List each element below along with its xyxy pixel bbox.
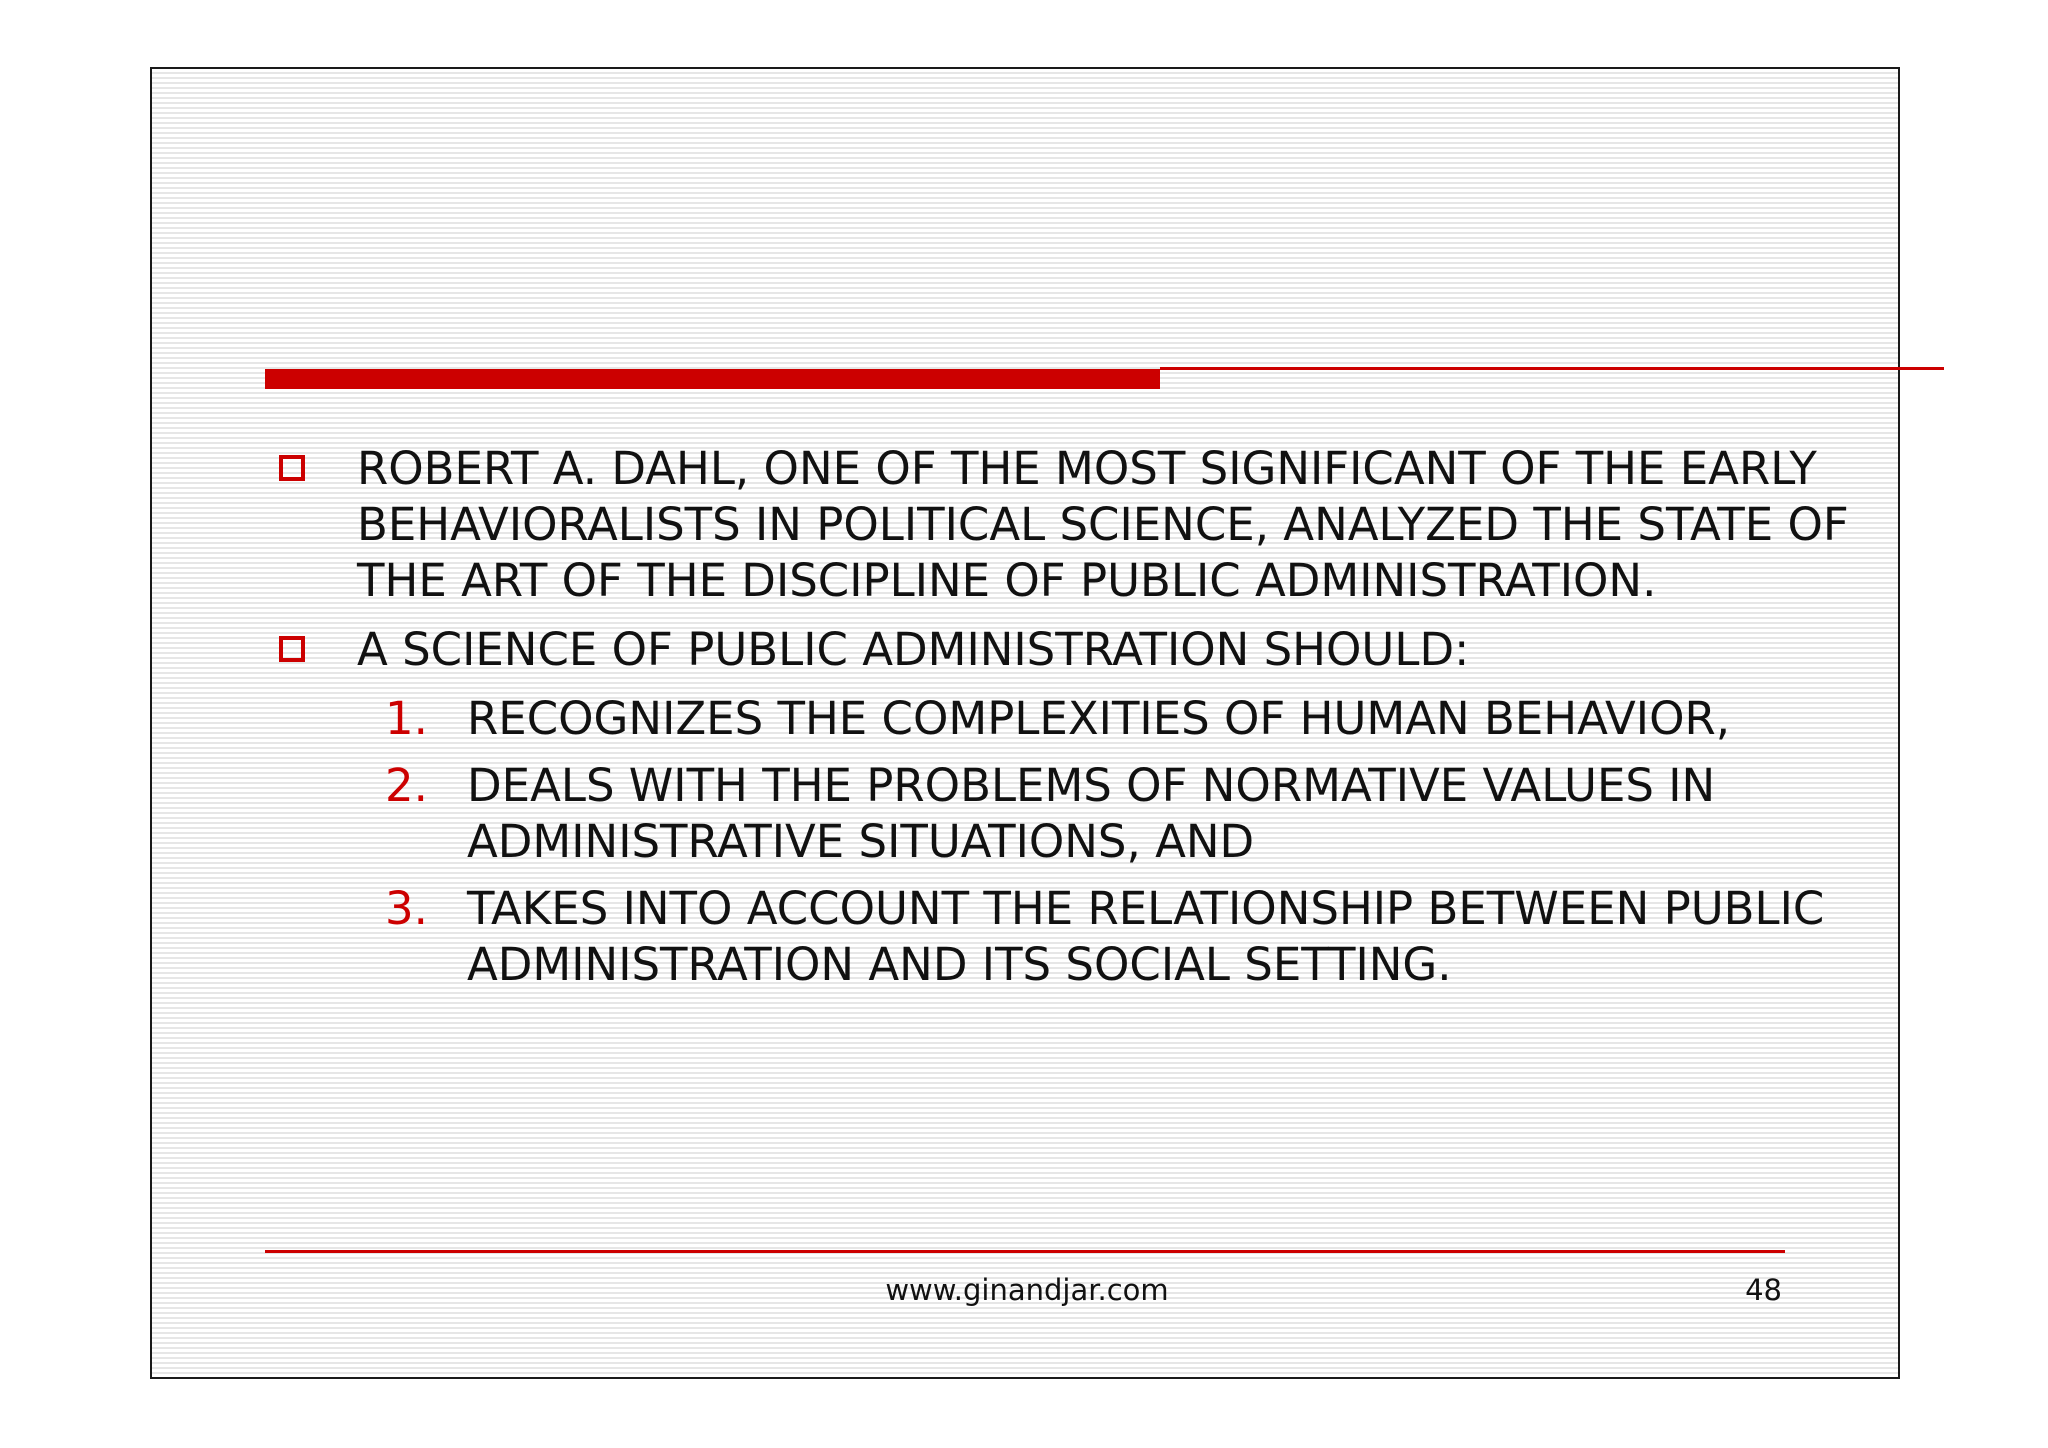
bullet-text: A SCIENCE OF PUBLIC ADMINISTRATION SHOULD: (357, 623, 1470, 676)
item-text: DEALS WITH THE PROBLEMS OF NORMATIVE VALUES IN ADMINISTRATIVE SITUATIONS, AND (467, 759, 1716, 868)
bullet-item (265, 441, 1925, 609)
item-number: 2. (385, 759, 428, 812)
item-text: TAKES INTO ACCOUNT THE RELATIONSHIP BETWEEN PUBLIC ADMINISTRATION AND ITS SOCIAL SETTING. (467, 882, 1825, 991)
header-accent-line (1160, 367, 1944, 370)
hollow-square-bullet-icon (279, 636, 305, 662)
bullet-item (265, 622, 1925, 678)
numbered-item (265, 881, 1925, 993)
slide-body (265, 441, 1925, 1004)
page-number: 48 (1745, 1273, 1782, 1307)
bullet-text: ROBERT A. DAHL, ONE OF THE MOST SIGNIFICANT OF THE EARLY BEHAVIORALISTS IN POLITICAL SCIENCE, ANALYZED THE STATE OF THE ART OF THE DISCIPLINE OF PUBLIC ADMINISTRATION. (357, 442, 1849, 607)
numbered-item (265, 691, 1925, 747)
header-accent-bar (265, 369, 1160, 389)
item-number: 3. (385, 882, 428, 935)
footer-url: www.ginandjar.com (885, 1273, 1169, 1307)
item-number: 1. (385, 692, 428, 745)
numbered-item (265, 758, 1925, 870)
slide (150, 67, 1900, 1379)
footer-divider (265, 1250, 1785, 1253)
item-text: RECOGNIZES THE COMPLEXITIES OF HUMAN BEHAVIOR, (467, 692, 1731, 745)
hollow-square-bullet-icon (279, 455, 305, 481)
